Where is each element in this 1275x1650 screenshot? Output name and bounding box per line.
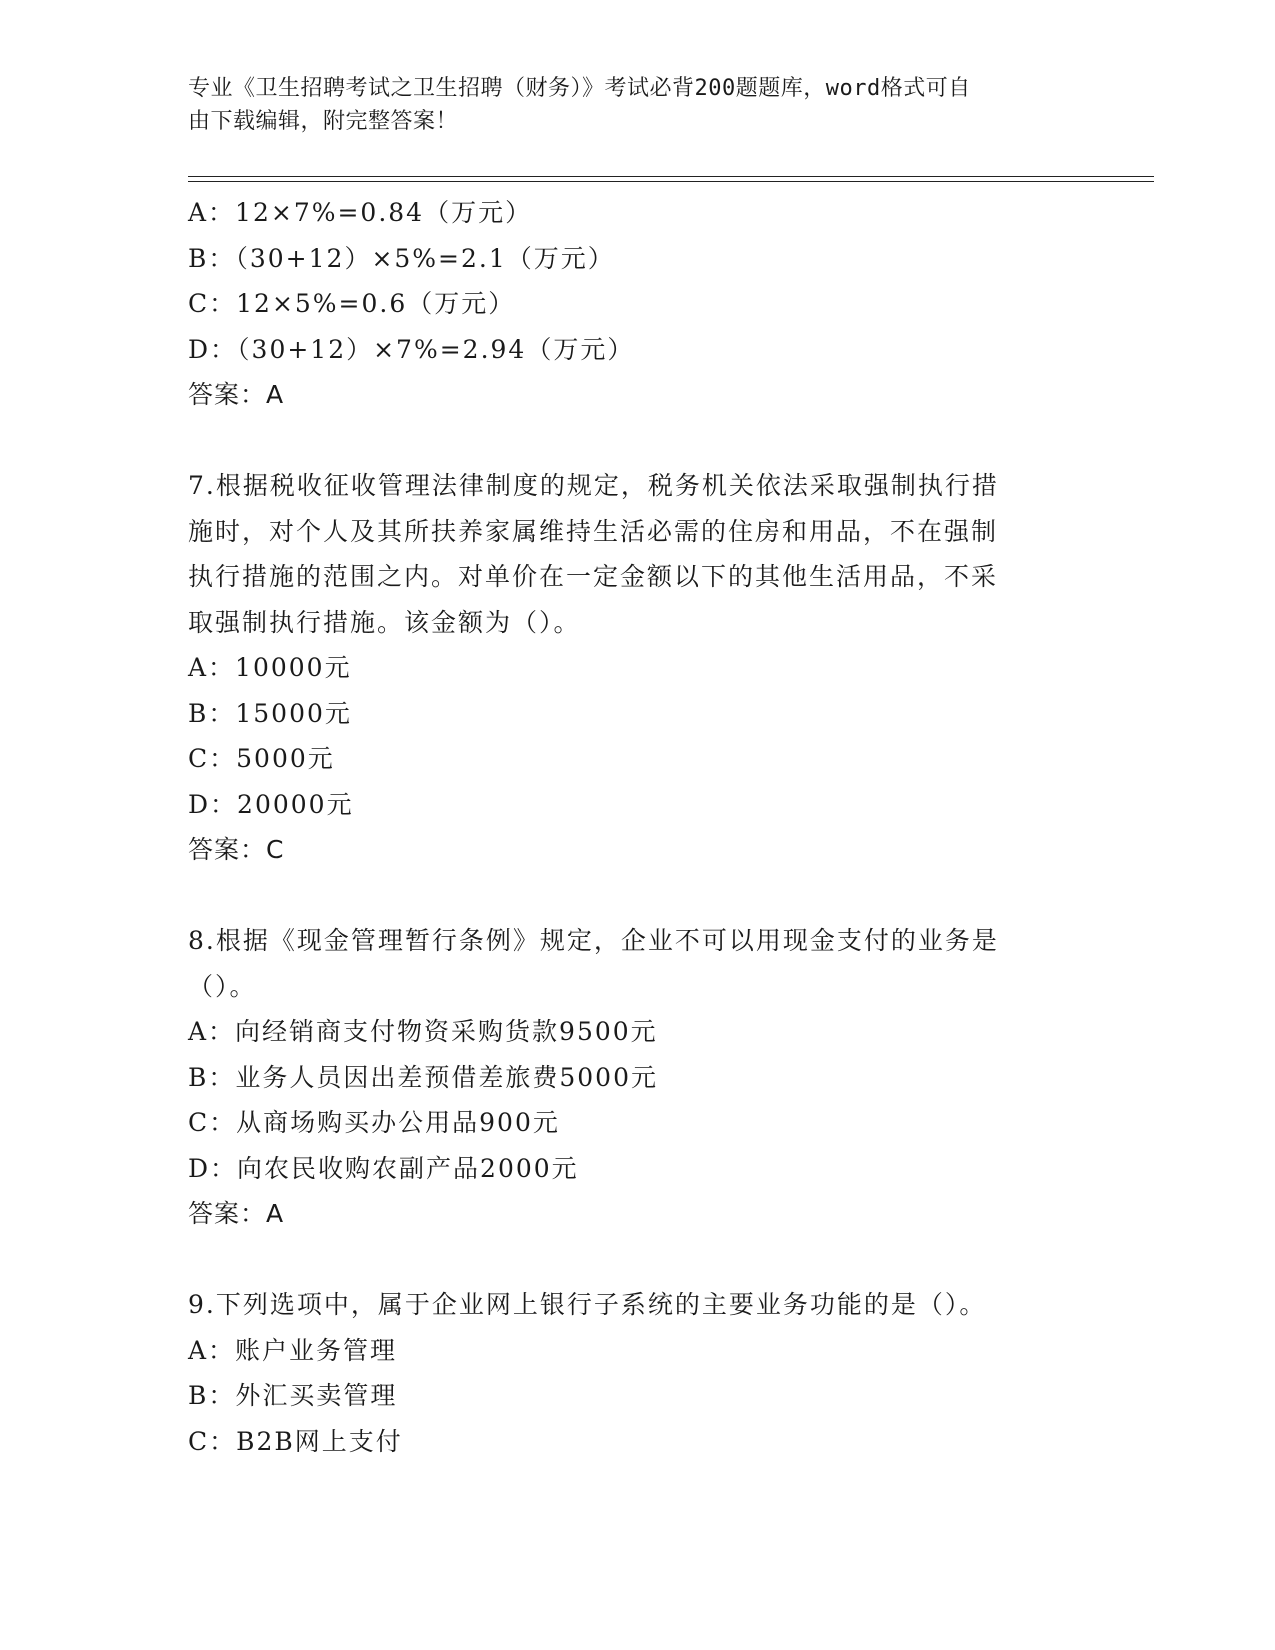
spacer [188, 1237, 1068, 1283]
option-d: D：20000元 [188, 789, 354, 819]
option-b: B：（30+12）×5%=2.1（万元） [188, 243, 615, 273]
option-c: C：B2B网上支付 [188, 1426, 403, 1456]
spacer [188, 418, 1068, 464]
option-c: C：12×5%=0.6（万元） [188, 289, 516, 318]
answer: 答案：A [188, 1199, 285, 1228]
question-6 [188, 190, 1068, 418]
header-divider-top [188, 176, 1154, 177]
question-text-line-2: （）。 [188, 971, 257, 1001]
answer: 答案：C [188, 835, 285, 864]
question-text-line-2: 施时，对个人及其所扶养家属维持生活必需的住房和用品，不在强制 [188, 516, 999, 546]
option-b: B：业务人员因出差预借差旅费5000元 [188, 1062, 658, 1092]
question-9 [188, 1282, 1068, 1464]
answer: 答案：A [188, 380, 285, 409]
option-b: B：15000元 [188, 698, 352, 728]
question-text-line-1: 7.根据税收征收管理法律制度的规定，税务机关依法采取强制执行措 [188, 471, 999, 500]
question-content [188, 190, 1068, 1464]
option-d: D：（30+12）×7%=2.94（万元） [188, 334, 635, 364]
option-d: D：向农民收购农副产品2000元 [188, 1153, 579, 1183]
header-divider-bottom [188, 181, 1154, 182]
header-line-2: 由下载编辑，附完整答案！ [188, 109, 459, 134]
option-a: A：10000元 [188, 653, 352, 682]
spacer [188, 873, 1068, 919]
question-text-line-1: 9.下列选项中，属于企业网上银行子系统的主要业务功能的是（）。 [188, 1290, 987, 1319]
option-a: A：向经销商支付物资采购货款9500元 [188, 1017, 658, 1046]
question-text-line-3: 执行措施的范围之内。对单价在一定金额以下的其他生活用品，不采 [188, 562, 999, 591]
question-8 [188, 918, 1068, 1237]
option-c: C：从商场购买办公用品900元 [188, 1108, 560, 1137]
option-a: A：账户业务管理 [188, 1335, 398, 1365]
document-header [188, 72, 1068, 138]
option-c: C：5000元 [188, 744, 335, 773]
question-text-line-1: 8.根据《现金管理暂行条例》规定，企业不可以用现金支付的业务是 [188, 926, 999, 955]
header-line-1: 专业《卫生招聘考试之卫生招聘（财务）》考试必背200题题库，word格式可自 [188, 76, 971, 101]
question-text-line-4: 取强制执行措施。该金额为（）。 [188, 607, 581, 637]
question-7 [188, 463, 1068, 873]
option-a: A：12×7%=0.84（万元） [188, 198, 533, 227]
option-b: B：外汇买卖管理 [188, 1381, 398, 1410]
